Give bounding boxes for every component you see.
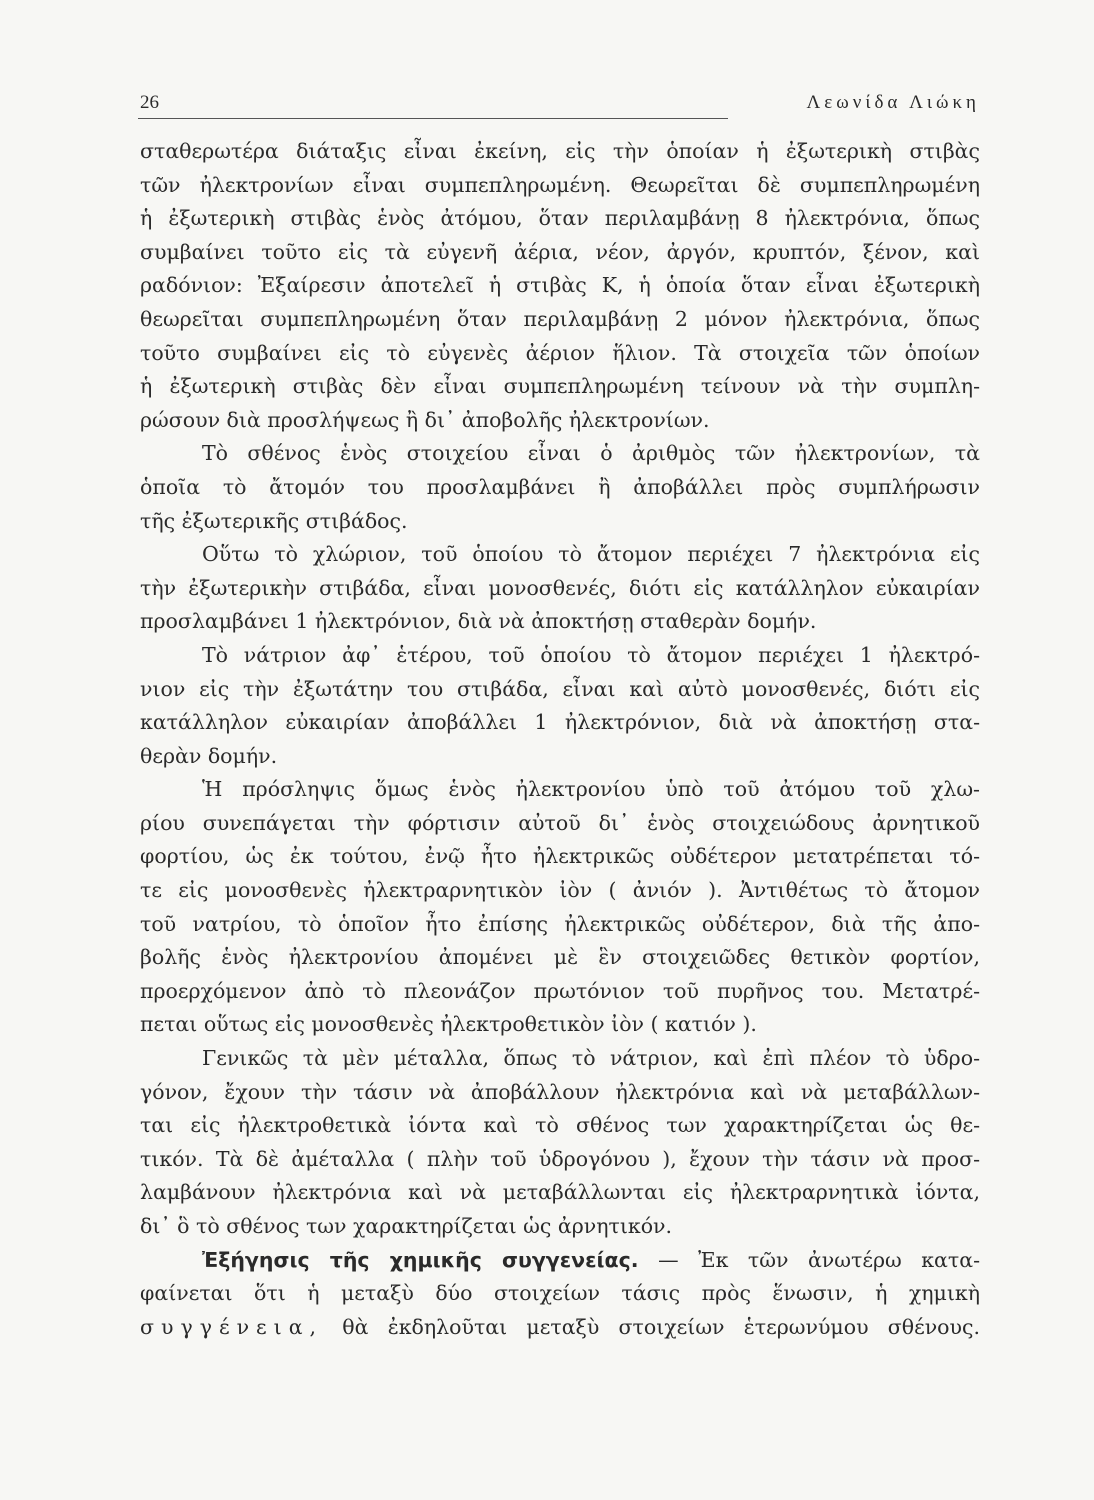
text-line: ρώσουν διὰ προσλήψεως ἢ δι᾽ ἀποβολῆς ἠλεκτρονίων. — [140, 407, 710, 432]
page-number: 26 — [140, 92, 159, 113]
text-line: ἡ ἐξωτερικὴ στιβὰς δὲν εἶναι συμπεπληρωμένη τείνουν νὰ τὴν συμπλη- — [140, 374, 980, 399]
section-heading-line — [140, 1244, 980, 1278]
text-line: θεωρεῖται συμπεπληρωμένη ὅταν περιλαμβάνῃ 2 μόνον ἠλεκτρόνια, ὅπως — [140, 306, 980, 331]
text-line: πεται οὕτως εἰς μονοσθενὲς ἠλεκτροθετικὸν ἰὸν ( κατιόν ). — [140, 1012, 757, 1037]
text-line: ὁποῖα τὸ ἄτομόν του προσλαμβάνει ἢ ἀποβάλλει πρὸς συμπλήρωσιν — [140, 474, 980, 499]
text-line: σταθερωτέρα διάταξις εἶναι ἐκείνη, εἰς τὴν ὁποίαν ἡ ἐξωτερικὴ στιβὰς — [140, 139, 980, 163]
section-text: θὰ ἐκδηλοῦται μεταξὺ στοιχείων ἑτερωνύμου σθένους. — [323, 1314, 980, 1339]
text-line: θερὰν δομήν. — [140, 743, 278, 768]
text-line: δι᾽ ὃ τὸ σθένος των χαρακτηρίζεται ὡς ἀρνητικόν. — [140, 1214, 673, 1238]
text-line: κατάλληλον εὐκαιρίαν ἀποβάλλει 1 ἠλεκτρόνιον, διὰ νὰ ἀποκτήσῃ στα- — [140, 710, 980, 735]
text-line: συμβαίνει τοῦτο εἰς τὰ εὐγενῆ ἀέρια, νέον, ἀργόν, κρυπτόν, ξένον, καὶ — [140, 239, 980, 264]
text-line: Οὕτω τὸ χλώριον, τοῦ ὁποίου τὸ ἄτομον περιέχει 7 ἠλεκτρόνια εἰς — [202, 542, 980, 567]
text-line: προσλαμβάνει 1 ἠλεκτρόνιον, διὰ νὰ ἀποκτήσῃ σταθερὰν δομήν. — [140, 609, 817, 634]
text-line: φαίνεται ὅτι ἡ μεταξὺ δύο στοιχείων τάσις πρὸς ἕνωσιν, ἡ χημικὴ — [140, 1281, 980, 1306]
text-line: τοῦτο συμβαίνει εἰς τὸ εὐγενὲς ἀέριον ἥλιον. Τὰ στοιχεῖα τῶν ὁποίων — [140, 340, 980, 365]
text-line: τῶν ἠλεκτρονίων εἶναι συμπεπληρωμένη. Θεωρεῖται δὲ συμπεπληρωμένη — [140, 172, 980, 197]
spaced-term: συγγένεια, — [140, 1314, 324, 1339]
text-line: τικόν. Τὰ δὲ ἀμέταλλα ( πλὴν τοῦ ὑδρογόνου ), ἔχουν τὴν τάσιν νὰ προσ- — [140, 1146, 980, 1171]
text-line: ται εἰς ἠλεκτροθετικὰ ἰόντα καὶ τὸ σθένος των χαρακτηρίζεται ὡς θε- — [140, 1113, 980, 1138]
section-text: — Ἐκ τῶν ἀνωτέρω κατα- — [638, 1247, 980, 1272]
body-text — [140, 135, 980, 1344]
text-line: Τὸ σθένος ἑνὸς στοιχείου εἶναι ὁ ἀριθμὸς τῶν ἠλεκτρονίων, τὰ — [202, 441, 980, 466]
running-head: Λεωνίδα Λιώκη — [806, 92, 980, 113]
text-line: Γενικῶς τὰ μὲν μέταλλα, ὅπως τὸ νάτριον, καὶ ἐπὶ πλέον τὸ ὑδρο- — [202, 1046, 980, 1071]
text-line: προερχόμενον ἀπὸ τὸ πλεονάζον πρωτόνιον τοῦ πυρῆνος του. Μετατρέ- — [140, 978, 980, 1003]
text-line: Ἡ πρόσληψις ὅμως ἑνὸς ἠλεκτρονίου ὑπὸ τοῦ ἀτόμου τοῦ χλω- — [202, 777, 980, 802]
text-line: νιον εἰς τὴν ἐξωτάτην του στιβάδα, εἶναι καὶ αὐτὸ μονοσθενές, διότι εἰς — [140, 676, 980, 701]
text-line: τε εἰς μονοσθενὲς ἠλεκτραρνητικὸν ἰὸν ( ἀνιόν ). Ἀντιθέτως τὸ ἄτομον — [140, 878, 980, 903]
text-line: βολῆς ἑνὸς ἠλεκτρονίου ἀπομένει μὲ ἓν στοιχειῶδες θετικὸν φορτίον, — [140, 945, 980, 970]
text-line: ἡ ἐξωτερικὴ στιβὰς ἑνὸς ἀτόμου, ὅταν περιλαμβάνῃ 8 ἠλεκτρόνια, ὅπως — [140, 206, 980, 231]
section-heading: Ἐξήγησις τῆς χημικῆς συγγενείας. — [202, 1247, 639, 1272]
text-line: τὴν ἐξωτερικὴν στιβάδα, εἶναι μονοσθενές, διότι εἰς κατάλληλον εὐκαιρίαν — [140, 575, 980, 600]
text-line: ρίου συνεπάγεται τὴν φόρτισιν αὐτοῦ δι᾽ ἑνὸς στοιχειώδους ἀρνητικοῦ — [140, 810, 980, 835]
text-line: ραδόνιον: Ἐξαίρεσιν ἀποτελεῖ ἡ στιβὰς Κ, ἡ ὁποία ὅταν εἶναι ἐξωτερικὴ — [140, 273, 980, 298]
text-line: λαμβάνουν ἠλεκτρόνια καὶ νὰ μεταβάλλωνται εἰς ἠλεκτραρνητικὰ ἰόντα, — [140, 1180, 980, 1205]
text-line: τῆς ἐξωτερικῆς στιβάδος. — [140, 508, 408, 533]
text-line — [140, 1311, 980, 1345]
text-line: Τὸ νάτριον ἀφ᾽ ἑτέρου, τοῦ ὁποίου τὸ ἄτομον περιέχει 1 ἠλεκτρό- — [202, 642, 980, 667]
text-line: φορτίου, ὡς ἐκ τούτου, ἐνῷ ἦτο ἠλεκτρικῶς οὐδέτερον μετατρέπεται τό- — [140, 844, 980, 869]
text-line: τοῦ νατρίου, τὸ ὁποῖον ἦτο ἐπίσης ἠλεκτρικῶς οὐδέτερον, διὰ τῆς ἀπο- — [140, 911, 980, 936]
page-header — [140, 92, 980, 116]
header-rule — [138, 118, 728, 119]
text-line: γόνον, ἔχουν τὴν τάσιν νὰ ἀποβάλλουν ἠλεκτρόνια καὶ νὰ μεταβάλλων- — [140, 1079, 980, 1104]
